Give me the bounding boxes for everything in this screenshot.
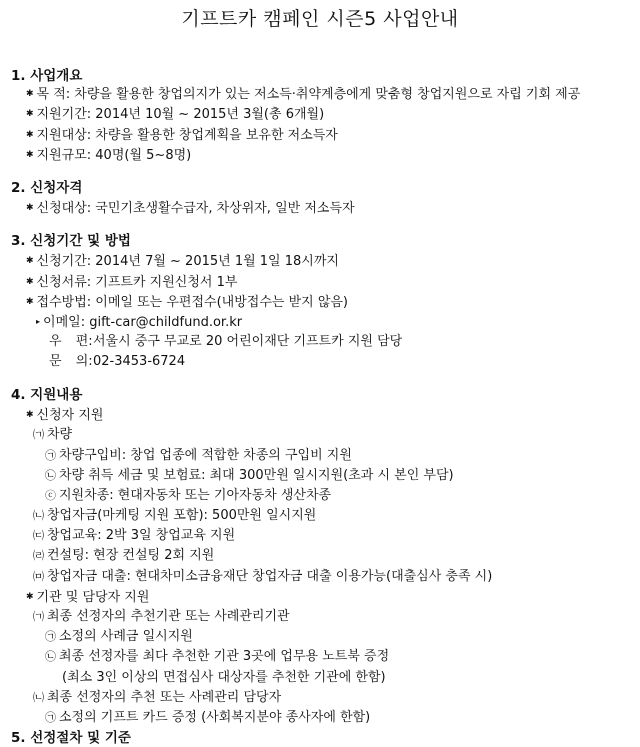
s4-d (33, 548, 214, 564)
s3-docs-text: 신청서류: 기프트카 지원신청서 1부 (36, 274, 238, 290)
item-number: ㉠ (45, 630, 56, 644)
s4-o1b-note: (최소 3인 이상의 면접심사 대상자를 추천한 기관에 한함) (62, 669, 386, 685)
s4-org-text: 기관 및 담당자 지원 (36, 589, 150, 605)
s1-scale (26, 147, 191, 164)
s2-target (26, 200, 355, 217)
s1-purpose (26, 86, 580, 103)
s3-period-text: 신청기간: 2014년 7월 ~ 2015년 1월 1일 18시까지 (36, 254, 339, 270)
s3-method (26, 294, 348, 311)
bullet-star-icon: ✱ (26, 149, 34, 160)
s4-d-text: 컨설팅: 현장 컨설팅 2회 지원 (47, 548, 215, 564)
item-number: ㉡ (45, 468, 56, 482)
s3-post-label: 우 편: (49, 334, 93, 350)
page-title: 기프트카 캠페인 시즌5 사업안내 (181, 8, 459, 30)
s4-e-text: 창업자금 대출: 현대차미소금융재단 창업자금 대출 이용가능(대출심사 충족 시) (47, 568, 493, 584)
s4-vehicle (33, 427, 72, 443)
s4-v3-text: 지원차종: 현대자동차 또는 기아자동차 생산차종 (59, 487, 332, 503)
bullet-star-icon: ✱ (26, 410, 34, 421)
s4-o1b-text: 최종 선정자를 최다 추천한 기관 3곳에 업무용 노트북 증정 (59, 649, 390, 665)
bullet-star-icon: ✱ (26, 109, 34, 120)
item-number: ㉠ (45, 710, 56, 724)
bullet-star-icon: ✱ (26, 202, 34, 213)
section-3-heading: 3. 신청기간 및 방법 (11, 233, 131, 250)
s4-o2a-text: 소정의 기프트 카드 증정 (사회복지분야 종사자에 한함) (59, 709, 371, 725)
s4-o2a (45, 710, 370, 726)
bullet-star-icon: ✱ (26, 129, 34, 140)
s3-tel (49, 354, 185, 370)
s1-target-text: 지원대상: 차량을 활용한 창업계획을 보유한 저소득자 (36, 127, 338, 143)
bullet-star-icon: ✱ (26, 256, 34, 267)
section-4-heading: 4. 지원내용 (11, 387, 83, 403)
item-number: ㈄ (33, 569, 44, 583)
s4-b-text: 창업자금(마케팅 지원 포함): 500만원 일시지원 (47, 508, 317, 524)
item-number: ㈀ (33, 428, 44, 442)
s4-o1b (45, 649, 389, 665)
s4-o1a (45, 629, 193, 645)
s4-v2-text: 차량 취득 세금 및 보험료: 최대 300만원 일시지원(초과 시 본인 부담) (59, 467, 454, 483)
s1-target (26, 127, 338, 144)
s4-v2 (45, 468, 454, 484)
s2-target-text: 신청대상: 국민기초생활수급자, 차상위자, 일반 저소득자 (36, 200, 355, 216)
s4-o1a-text: 소정의 사례금 일시지원 (59, 629, 193, 645)
s3-tel-label: 문 의: (49, 354, 93, 370)
s4-applicant-text: 신청자 지원 (36, 408, 104, 424)
s3-method-text: 접수방법: 이메일 또는 우편접수(내방접수는 받지 않음) (36, 294, 349, 310)
s4-c-text: 창업교육: 2박 3일 창업교육 지원 (47, 528, 236, 544)
item-number: ⓒ (45, 488, 56, 502)
s3-email-text: 이메일: gift-car@childfund.or.kr (43, 315, 243, 330)
item-number: ㈁ (33, 690, 44, 704)
s1-scale-text: 지원규모: 40명(월 5~8명) (36, 147, 192, 163)
s4-c (33, 528, 235, 544)
section-5-heading: 5. 선정절차 및 기준 (11, 730, 131, 746)
bullet-star-icon: ✱ (26, 89, 34, 100)
s3-post-value: 서울시 중구 무교로 20 어린이재단 기프트카 지원 담당 (93, 334, 403, 350)
s4-v1 (45, 448, 352, 464)
item-number: ㈀ (33, 609, 44, 623)
s3-docs (26, 274, 237, 291)
item-number: ㈃ (33, 549, 44, 563)
s3-post (49, 334, 402, 350)
s3-tel-value: 02-3453-6724 (93, 354, 186, 370)
s4-applicant (26, 407, 103, 424)
item-number: ㉡ (45, 650, 56, 664)
s4-o1-text: 최종 선정자의 추천기관 또는 사례관리기관 (47, 608, 290, 624)
s3-email (36, 314, 242, 331)
s1-period (26, 106, 324, 123)
s4-vehicle-text: 차량 (47, 427, 73, 443)
item-number: ㈁ (33, 509, 44, 523)
s4-o2-text: 최종 선정자의 추천 또는 사례관리 담당자 (47, 689, 282, 705)
bullet-star-icon: ✱ (26, 591, 34, 602)
s4-o1 (33, 609, 290, 625)
s4-e (33, 569, 492, 585)
s1-purpose-text: 목 적: 차량을 활용한 창업의지가 있는 저소득·취약계층에게 맞춤형 창업지원으로 자립 기회 제공 (36, 87, 581, 103)
s3-period (26, 253, 339, 270)
triangle-bullet-icon: ▸ (36, 317, 41, 326)
bullet-star-icon: ✱ (26, 276, 34, 287)
s4-v1-text: 차량구입비: 창업 업종에 적합한 차종의 구입비 지원 (59, 447, 352, 463)
s4-v3 (45, 488, 331, 504)
item-number: ㈂ (33, 529, 44, 543)
section-2-heading: 2. 신청자격 (11, 179, 83, 196)
bullet-star-icon: ✱ (26, 296, 34, 307)
s1-period-text: 지원기간: 2014년 10월 ~ 2015년 3월(총 6개월) (36, 107, 325, 123)
s4-o2 (33, 690, 281, 706)
item-number: ㉠ (45, 448, 56, 462)
section-1-heading: 1. 사업개요 (11, 68, 83, 84)
s4-org (26, 589, 149, 606)
s4-b (33, 508, 316, 524)
